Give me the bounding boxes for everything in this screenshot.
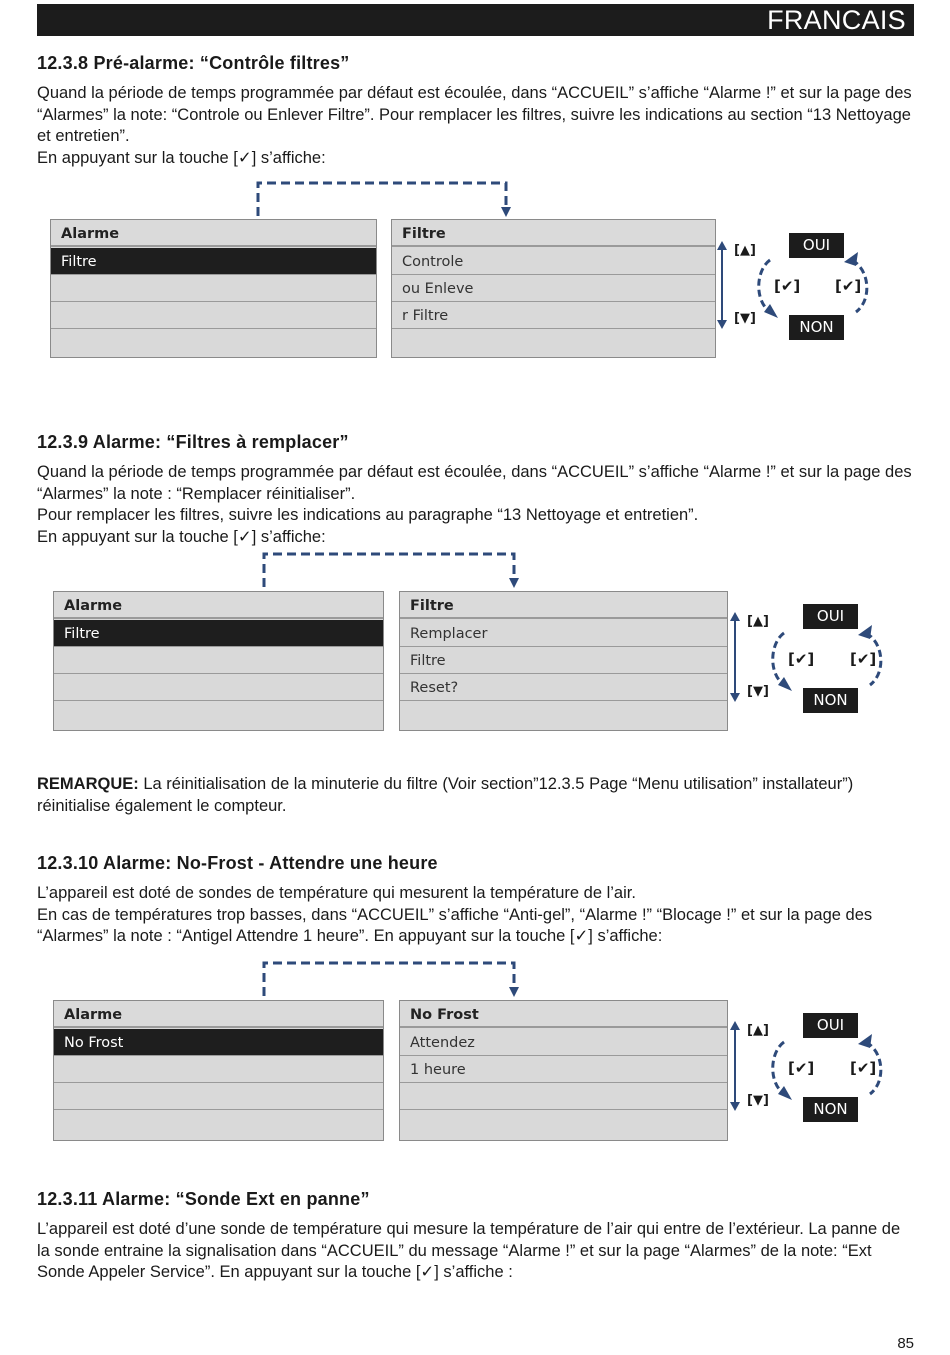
alarm-item-selected[interactable]: Filtre xyxy=(54,620,383,647)
detail-row: Remplacer xyxy=(400,620,727,647)
section-paragraph: Quand la période de temps programmée par défaut est écoulée, dans “ACCUEIL” s’affiche “Alarme !” et sur la page des “Alarmes” la note : “Remplacer réinitialiser”. xyxy=(37,463,912,503)
remark-label: REMARQUE: xyxy=(37,775,139,793)
section-paragraph: Quand la période de temps programmée par défaut est écoulée, dans “ACCUEIL” s’affiche “Alarme !” et sur la page des “Alarmes” la note: “Controle ou Enlever Filtre”. Pour remplacer les filtres, suivre les indications au section “13 Nettoyage et entretien”. xyxy=(37,84,912,146)
up-down-arrow-icon xyxy=(727,1020,743,1112)
screen-empty-row xyxy=(54,674,383,701)
detail-row: Filtre xyxy=(400,647,727,674)
language-title: FRANCAIS xyxy=(767,5,906,35)
screen-empty-row xyxy=(54,1083,383,1110)
section-title: 12.3.9 Alarme: “Filtres à remplacer” xyxy=(37,432,349,452)
down-key[interactable]: [▼] xyxy=(747,1093,769,1108)
detail-row: Attendez xyxy=(400,1029,727,1056)
yes-button[interactable]: OUI xyxy=(803,1013,858,1038)
screen-empty-row xyxy=(54,1110,383,1137)
up-key[interactable]: [▲] xyxy=(747,1023,769,1038)
screen-empty-row xyxy=(400,1110,727,1137)
up-key[interactable]: [▲] xyxy=(734,243,756,258)
no-button[interactable]: NON xyxy=(789,315,844,340)
down-key[interactable]: [▼] xyxy=(747,684,769,699)
screen-header-row: Alarme xyxy=(51,220,376,247)
detail-row: Controle xyxy=(392,248,715,275)
section-title: 12.3.11 Alarme: “Sonde Ext en panne” xyxy=(37,1189,370,1209)
alarm-list-screen xyxy=(53,591,384,731)
screen-header-row: No Frost xyxy=(400,1001,727,1028)
alarm-list-screen xyxy=(53,1000,384,1141)
section-12-3-11 xyxy=(37,1189,917,1284)
screen-header-row: Alarme xyxy=(54,1001,383,1028)
screen-empty-row xyxy=(51,302,376,329)
screen-empty-row xyxy=(392,329,715,356)
confirm-key-left[interactable]: [✔] xyxy=(788,650,815,668)
alarm-detail-screen xyxy=(391,219,716,358)
up-key[interactable]: [▲] xyxy=(747,614,769,629)
section-paragraph: En cas de températures trop basses, dans “ACCUEIL” s’affiche “Anti-gel”, “Alarme !” “Blocage !” et sur la page des “Alarmes” la note : “Antigel Attendre 1 heure”. En appuyant sur la touche [✓] s’affiche: xyxy=(37,905,873,946)
detail-row: ou Enleve xyxy=(392,275,715,302)
section-paragraph: L’appareil est doté de sondes de température qui mesurent la température de l’air. xyxy=(37,884,636,902)
confirm-key-left[interactable]: [✔] xyxy=(788,1059,815,1077)
navigation-dashed-arrow xyxy=(256,960,526,1000)
alarm-detail-screen xyxy=(399,591,728,731)
remark-note xyxy=(37,774,917,817)
detail-row: 1 heure xyxy=(400,1056,727,1083)
no-button[interactable]: NON xyxy=(803,1097,858,1122)
section-12-3-9 xyxy=(37,432,917,548)
no-button[interactable]: NON xyxy=(803,688,858,713)
screen-empty-row xyxy=(54,647,383,674)
navigation-dashed-arrow xyxy=(250,180,520,220)
yes-button[interactable]: OUI xyxy=(803,604,858,629)
confirm-key-right[interactable]: [✔] xyxy=(850,650,877,668)
section-title: 12.3.8 Pré-alarme: “Contrôle filtres” xyxy=(37,53,350,73)
alarm-list-screen xyxy=(50,219,377,358)
screen-empty-row xyxy=(51,329,376,356)
screen-empty-row xyxy=(400,1083,727,1110)
up-down-arrow-icon xyxy=(727,611,743,703)
confirm-key-right[interactable]: [✔] xyxy=(835,277,862,295)
alarm-item-selected[interactable]: Filtre xyxy=(51,248,376,275)
detail-row: Reset? xyxy=(400,674,727,701)
navigation-dashed-arrow xyxy=(256,551,526,591)
section-12-3-8 xyxy=(37,53,917,169)
yes-button[interactable]: OUI xyxy=(789,233,844,258)
screen-empty-row xyxy=(54,701,383,728)
section-paragraph: En appuyant sur la touche [✓] s’affiche: xyxy=(37,527,326,546)
down-key[interactable]: [▼] xyxy=(734,311,756,326)
section-paragraph: L’appareil est doté d’une sonde de température qui mesure la température de l’air qui entre de l’extérieur. La panne de la sonde entraine la signalisation dans “ACCUEIL” du message “Alarme !” et sur la page “Alarmes” de la note: “Ext Sonde Appeler Service”. En appuyant sur la touche [✓] s’affiche : xyxy=(37,1220,901,1282)
language-header-bar xyxy=(37,4,914,36)
confirm-key-right[interactable]: [✔] xyxy=(850,1059,877,1077)
section-12-3-10 xyxy=(37,853,917,948)
section-paragraph: Pour remplacer les filtres, suivre les indications au paragraphe “13 Nettoyage et entretien”. xyxy=(37,506,699,525)
screen-empty-row xyxy=(54,1056,383,1083)
section-paragraph: En appuyant sur la touche [✓] s’affiche: xyxy=(37,148,326,167)
screen-header-row: Alarme xyxy=(54,592,383,619)
screen-header-row: Filtre xyxy=(400,592,727,619)
remark-text: La réinitialisation de la minuterie du filtre (Voir section”12.3.5 Page “Menu utilisation” installateur”) réinitialise également le compteur. xyxy=(37,775,854,815)
screen-empty-row xyxy=(400,701,727,728)
alarm-item-selected[interactable]: No Frost xyxy=(54,1029,383,1056)
confirm-key-left[interactable]: [✔] xyxy=(774,277,801,295)
detail-row: r Filtre xyxy=(392,302,715,329)
screen-header-row: Filtre xyxy=(392,220,715,247)
up-down-arrow-icon xyxy=(714,240,730,330)
alarm-detail-screen xyxy=(399,1000,728,1141)
screen-empty-row xyxy=(51,275,376,302)
page-number: 85 xyxy=(897,1335,914,1352)
section-title: 12.3.10 Alarme: No-Frost - Attendre une heure xyxy=(37,853,438,873)
